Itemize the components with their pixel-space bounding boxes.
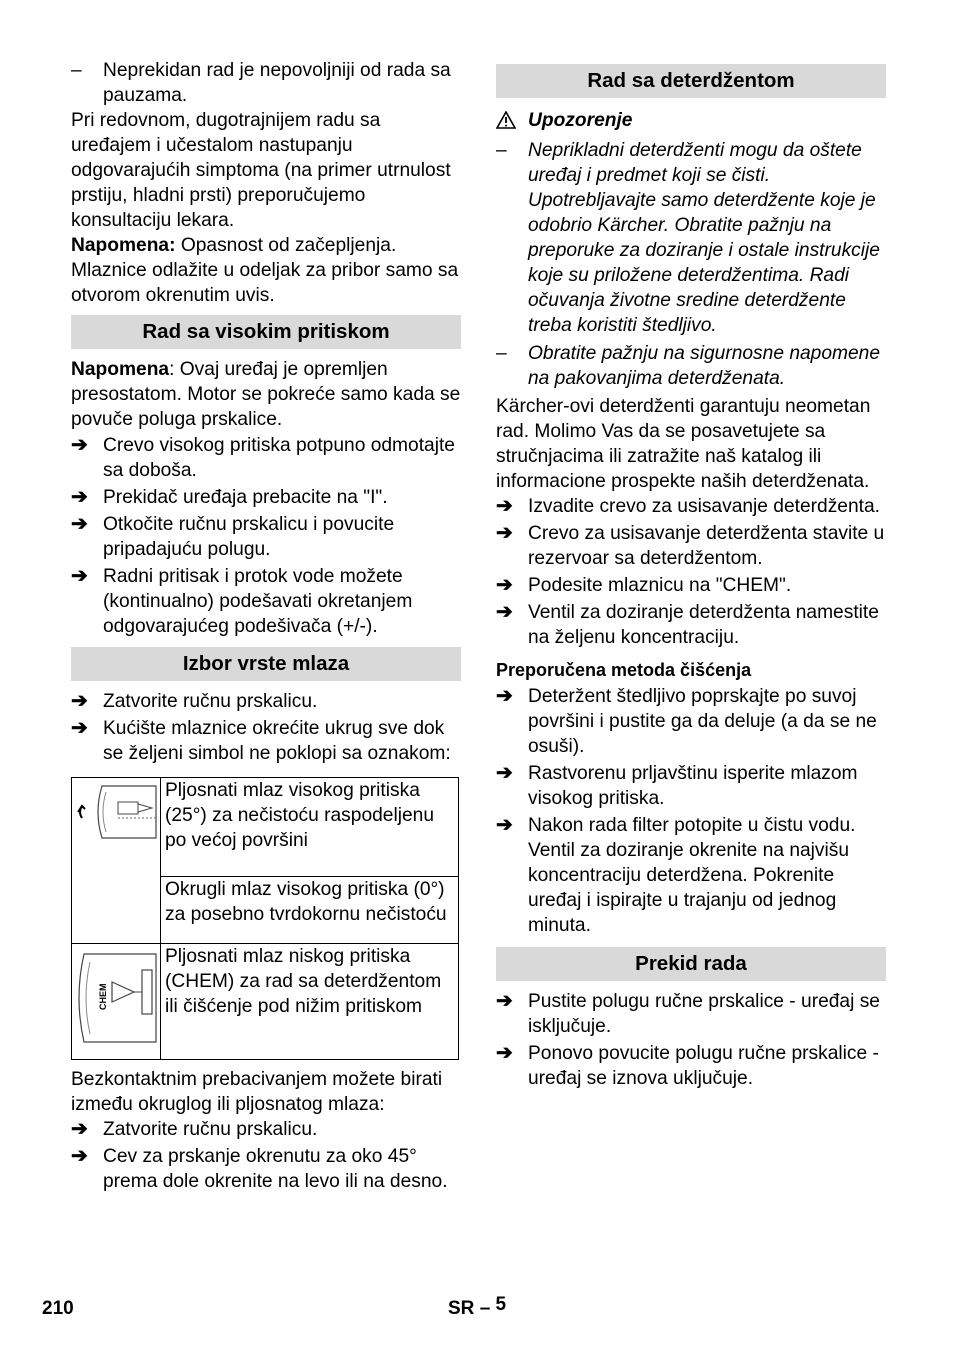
warning-text: Neprikladni deterdženti mogu da oštete uređaj i predmet koji se čisti. Upotrebljavajte samo deterdžente koje je odobrio Kärcher. Obratite pažnju na preporuke za doziranje i ostale instrukcije koje su priložene deterdžentima. Radi očuvanja životne sredine deterdžente treba koristiti štedljivo. <box>528 140 880 336</box>
item-text: Neprekidan rad je nepovoljniji od rada sa pauzama. <box>103 60 451 106</box>
step-item <box>496 521 886 571</box>
arrow-icon: ➔ <box>496 574 513 596</box>
warning-text: Obratite pažnju na sigurnosne napomene na pakovanjima deterdženata. <box>528 343 881 389</box>
arrow-icon: ➔ <box>71 565 88 587</box>
arrow-icon: ➔ <box>71 434 88 456</box>
arrow-icon: ➔ <box>496 601 513 623</box>
arrow-icon: ➔ <box>71 513 88 535</box>
step-item <box>71 1117 461 1142</box>
paragraph: Bezkontaktnim prebacivanjem možete birati između okruglog ili pljosnatog mlaza: <box>71 1069 443 1115</box>
step-item <box>71 716 461 766</box>
note-label: Napomena: <box>71 235 176 256</box>
step-text: Zatvorite ručnu prskalicu. <box>103 691 318 712</box>
page-number: 210 <box>42 1298 74 1319</box>
dash-marker: – <box>496 343 507 364</box>
step-text: Crevo za usisavanje deterdženta stavite u rezervoar sa deterdžentom. <box>528 523 885 569</box>
nozzle-chem-icon <box>72 944 160 1052</box>
nozzle-high-pressure-image <box>72 778 161 944</box>
arrow-icon: ➔ <box>71 1145 88 1167</box>
step-item <box>71 689 461 714</box>
footer-language <box>448 1294 507 1320</box>
step-item <box>496 600 886 650</box>
chem-label: CHEM <box>98 983 108 1010</box>
arrow-icon: ➔ <box>496 495 513 517</box>
warning-heading <box>496 108 886 133</box>
paragraph: Kärcher-ovi deterdženti garantuju neometan rad. Molimo Vas da se posavetujete sa stručnjacima ili zatražite naš katalog ili informacione prospekte naših deterdženata. <box>496 396 871 492</box>
paragraph: Pri redovnom, dugotrajnijem radu sa uređajem i učestalom nastupanju odgovarajućih simptoma (na primer utrnulost prstiju, hladni prsti) preporučujemo konsultaciju lekara. <box>71 110 451 231</box>
step-item <box>496 573 886 598</box>
note-label: Napomena <box>71 359 170 380</box>
step-item <box>71 485 461 510</box>
step-text: Otkočite ručnu prskalicu i povucite pripadajuću polugu. <box>103 514 395 560</box>
step-item <box>496 813 886 938</box>
table-cell: Pljosnati mlaz visokog pritiska (25°) za nečistoću raspodeljenu po većoj površini <box>161 778 459 877</box>
dash-marker: – <box>496 140 507 161</box>
arrow-icon: ➔ <box>496 685 513 707</box>
step-text: Crevo visokog pritiska potpuno odmotajte sa doboša. <box>103 435 455 481</box>
dash-item <box>496 138 886 338</box>
step-text: Rastvorenu prljavštinu isperite mlazom visokog pritiska. <box>528 763 858 809</box>
step-text: Podesite mlaznicu na "CHEM". <box>528 575 792 596</box>
dash-item <box>496 341 886 391</box>
table-cell: Okrugli mlaz visokog pritiska (0°) za posebno tvrdokornu nečistoću <box>161 877 459 944</box>
arrow-icon: ➔ <box>496 1042 513 1064</box>
step-text: Ponovo povucite polugu ručne prskalice - uređaj se iznova uključuje. <box>528 1043 879 1089</box>
step-item <box>496 684 886 759</box>
step-text: Prekidač uređaja prebacite na "I". <box>103 487 388 508</box>
warning-label: Upozorenje <box>528 110 633 131</box>
step-text: Zatvorite ručnu prskalicu. <box>103 1119 318 1140</box>
note-text: Opasnost od začepljenja. Mlaznice odlažite u odeljak za pribor samo sa otvorom okrenutim uvis. <box>71 235 459 306</box>
warning-triangle-icon <box>496 108 528 136</box>
note-paragraph <box>71 233 461 308</box>
arrow-icon: ➔ <box>71 717 88 739</box>
step-item <box>496 1041 886 1091</box>
step-item <box>496 494 886 519</box>
step-item <box>496 989 886 1039</box>
step-item <box>71 1144 461 1194</box>
step-text: Pustite polugu ručne prskalice - uređaj se isključuje. <box>528 991 880 1037</box>
language-code: SR <box>448 1298 475 1319</box>
arrow-icon: ➔ <box>496 522 513 544</box>
step-item <box>71 433 461 483</box>
step-text: Cev za prskanje okrenutu za oko 45° prema dole okrenite na levo ili na desno. <box>103 1146 448 1192</box>
step-text: Kućište mlaznice okrećite ukrug sve dok se željeni simbol ne poklopi sa oznakom: <box>103 718 451 764</box>
right-column <box>496 64 886 1091</box>
step-item <box>496 761 886 811</box>
arrow-icon: ➔ <box>496 990 513 1012</box>
step-text: Ventil za doziranje deterdženta namestite na željenu koncentraciju. <box>528 602 879 648</box>
step-text: Radni pritisak i protok vode možete (kontinualno) podešavati okretanjem odgovarajućeg podešivača (+/-). <box>103 566 413 637</box>
section-heading: Rad sa deterdžentom <box>496 64 886 98</box>
step-item <box>71 564 461 639</box>
footer-dash: – <box>479 1298 491 1319</box>
section-number: 5 <box>495 1294 507 1315</box>
step-text: Izvadite crevo za usisavanje deterdženta. <box>528 496 880 517</box>
dash-item <box>71 58 461 108</box>
note-paragraph <box>71 357 461 432</box>
note-text: : Ovaj uređaj je opremljen presostatom. Motor se pokreće samo kada se povuče poluga prskalice. <box>71 359 461 430</box>
table-cell: Pljosnati mlaz niskog pritiska (CHEM) za rad sa deterdžentom ili čišćenje pod nižim pritiskom <box>161 944 459 1060</box>
section-heading: Prekid rada <box>496 947 886 981</box>
section-heading: Izbor vrste mlaza <box>71 647 461 681</box>
step-text: Deteržent štedljivo poprskajte po suvoj površini i pustite ga da deluje (a da se ne osuši). <box>528 686 877 757</box>
nozzle-hp-icon <box>72 778 160 936</box>
section-heading: Rad sa visokim pritiskom <box>71 315 461 349</box>
nozzle-table <box>71 777 459 1060</box>
dash-marker: – <box>71 60 82 81</box>
step-text: Nakon rada filter potopite u čistu vodu. Ventil za doziranje okrenite na najvišu koncentraciju deterdžena. Pokrenite uređaj i ispirajte u trajanju od jednog minuta. <box>528 815 856 936</box>
arrow-icon: ➔ <box>496 814 513 836</box>
arrow-icon: ➔ <box>496 762 513 784</box>
arrow-icon: ➔ <box>71 690 88 712</box>
arrow-icon: ➔ <box>71 1118 88 1140</box>
step-item <box>71 512 461 562</box>
subheading: Preporučena metoda čišćenja <box>496 660 752 680</box>
left-column <box>71 58 461 1194</box>
nozzle-chem-image <box>72 944 161 1060</box>
arrow-icon: ➔ <box>71 486 88 508</box>
